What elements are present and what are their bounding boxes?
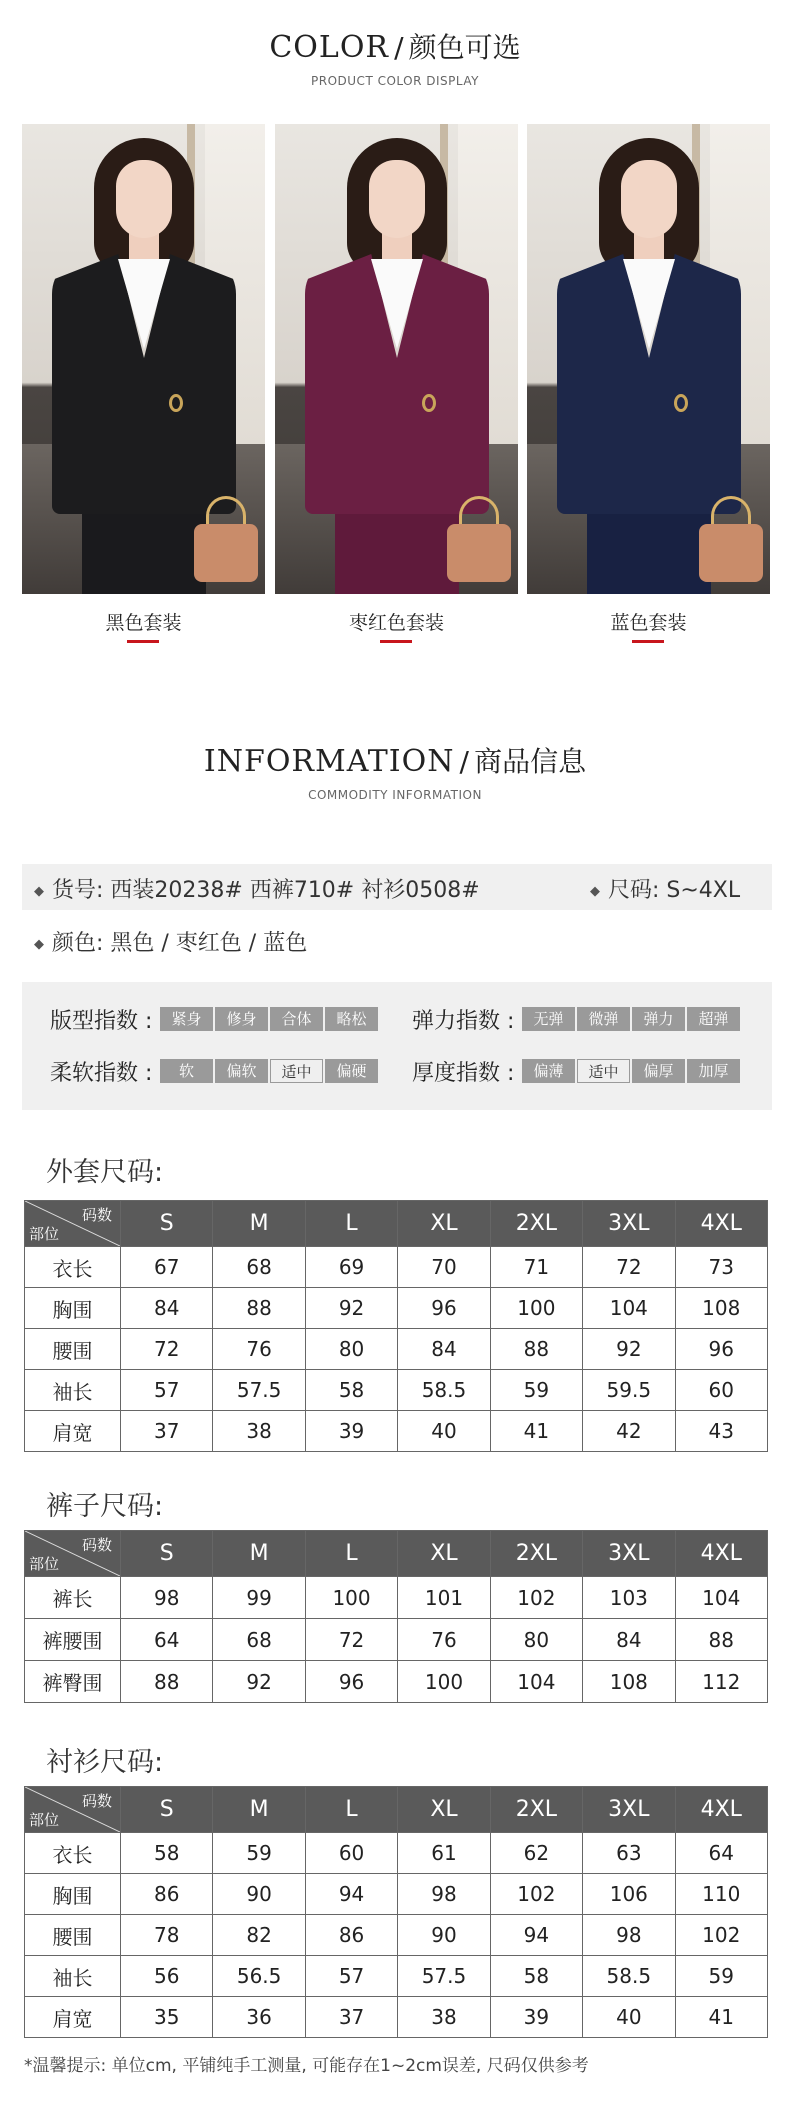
- table-cell: 112: [675, 1661, 767, 1703]
- table-cell: 90: [398, 1915, 490, 1956]
- size-header: 3XL: [583, 1201, 675, 1247]
- table-cell: 59.5: [583, 1370, 675, 1411]
- table-cell: 68: [213, 1247, 305, 1288]
- pants-size-title: 裤子尺码:: [46, 1491, 164, 1522]
- size-header: XL: [398, 1531, 490, 1577]
- color-section-title: [0, 26, 790, 88]
- table-cell: 108: [675, 1288, 767, 1329]
- table-cell: 84: [398, 1329, 490, 1370]
- table-corner: [25, 1531, 121, 1577]
- table-cell: 82: [213, 1915, 305, 1956]
- size-header: M: [213, 1201, 305, 1247]
- handbag: [447, 524, 511, 582]
- table-cell: 63: [583, 1833, 675, 1874]
- index-label-elastic: 弹力指数 :: [412, 1009, 515, 1034]
- table-cell: 92: [583, 1329, 675, 1370]
- table-cell: 60: [305, 1833, 397, 1874]
- index-chip: 修身: [215, 1007, 268, 1031]
- table-cell: 60: [675, 1370, 767, 1411]
- corner-size-label: 码数: [81, 1536, 112, 1554]
- item-number: 货号: 西装20238# 西裤710# 衬衫0508#: [52, 878, 480, 903]
- row-label: 胸围: [25, 1874, 121, 1915]
- index-label-soft: 柔软指数 :: [50, 1061, 153, 1086]
- color-title-cn: 颜色可选: [408, 31, 521, 64]
- index-chip: 微弹: [577, 1007, 630, 1031]
- row-label: 袖长: [25, 1370, 121, 1411]
- table-row: [25, 1288, 768, 1329]
- table-cell: 102: [490, 1577, 582, 1619]
- row-label: 衣长: [25, 1247, 121, 1288]
- table-cell: 80: [305, 1329, 397, 1370]
- table-cell: 84: [583, 1619, 675, 1661]
- row-label: 肩宽: [25, 1997, 121, 2038]
- table-cell: 43: [675, 1411, 767, 1452]
- table-cell: 58: [305, 1370, 397, 1411]
- trousers: [335, 504, 459, 594]
- size-header: L: [305, 1201, 397, 1247]
- table-cell: 86: [305, 1915, 397, 1956]
- size-header: 4XL: [675, 1531, 767, 1577]
- table-cell: 72: [305, 1619, 397, 1661]
- table-cell: 104: [583, 1288, 675, 1329]
- index-chip: 软: [160, 1059, 213, 1083]
- table-cell: 72: [121, 1329, 213, 1370]
- row-label: 肩宽: [25, 1411, 121, 1452]
- table-cell: 36: [213, 1997, 305, 2038]
- table-cell: 41: [490, 1411, 582, 1452]
- table-cell: 96: [305, 1661, 397, 1703]
- table-cell: 72: [583, 1247, 675, 1288]
- table-cell: 110: [675, 1874, 767, 1915]
- table-cell: 58.5: [398, 1370, 490, 1411]
- handbag: [194, 524, 258, 582]
- table-cell: 56: [121, 1956, 213, 1997]
- table-cell: 70: [398, 1247, 490, 1288]
- index-chip: 超弹: [687, 1007, 740, 1031]
- size-header: 3XL: [583, 1787, 675, 1833]
- table-row: [25, 1411, 768, 1452]
- label-underline: [380, 640, 412, 643]
- table-cell: 58: [490, 1956, 582, 1997]
- jacket-size-table: [24, 1200, 768, 1452]
- size-header: L: [305, 1787, 397, 1833]
- table-cell: 38: [213, 1411, 305, 1452]
- table-cell: 73: [675, 1247, 767, 1288]
- index-chip: 加厚: [687, 1059, 740, 1083]
- info-section-title: [0, 740, 790, 802]
- table-cell: 96: [675, 1329, 767, 1370]
- table-cell: 56.5: [213, 1956, 305, 1997]
- table-cell: 76: [398, 1619, 490, 1661]
- color-list: 颜色: 黑色 / 枣红色 / 蓝色: [52, 931, 308, 956]
- table-cell: 71: [490, 1247, 582, 1288]
- size-header: 3XL: [583, 1531, 675, 1577]
- index-chip: 合体: [270, 1007, 323, 1031]
- table-corner: [25, 1787, 121, 1833]
- row-label: 袖长: [25, 1956, 121, 1997]
- table-row: [25, 1997, 768, 2038]
- size-header: L: [305, 1531, 397, 1577]
- table-cell: 86: [121, 1874, 213, 1915]
- info-title-sep: /: [459, 745, 469, 778]
- table-cell: 88: [675, 1619, 767, 1661]
- table-cell: 67: [121, 1247, 213, 1288]
- table-cell: 35: [121, 1997, 213, 2038]
- corner-size-label: 码数: [81, 1792, 112, 1810]
- table-cell: 100: [305, 1577, 397, 1619]
- table-cell: 39: [305, 1411, 397, 1452]
- table-cell: 57.5: [398, 1956, 490, 1997]
- table-cell: 100: [398, 1661, 490, 1703]
- index-chip: 偏薄: [522, 1059, 575, 1083]
- handbag: [699, 524, 763, 582]
- table-cell: 90: [213, 1874, 305, 1915]
- table-cell: 64: [121, 1619, 213, 1661]
- table-corner: [25, 1201, 121, 1247]
- table-cell: 69: [305, 1247, 397, 1288]
- row-label: 腰围: [25, 1915, 121, 1956]
- info-subtitle: COMMODITY INFORMATION: [308, 788, 482, 802]
- table-cell: 98: [583, 1915, 675, 1956]
- gold-buckle: [422, 394, 436, 412]
- table-cell: 101: [398, 1577, 490, 1619]
- table-cell: 94: [305, 1874, 397, 1915]
- table-row: [25, 1619, 768, 1661]
- color-title-en: COLOR: [269, 30, 389, 65]
- table-cell: 92: [305, 1288, 397, 1329]
- index-chip: 适中: [270, 1059, 323, 1083]
- gold-buckle: [674, 394, 688, 412]
- table-cell: 38: [398, 1997, 490, 2038]
- table-cell: 78: [121, 1915, 213, 1956]
- size-header: XL: [398, 1787, 490, 1833]
- table-cell: 99: [213, 1577, 305, 1619]
- table-cell: 40: [398, 1411, 490, 1452]
- table-cell: 108: [583, 1661, 675, 1703]
- model-face: [369, 160, 425, 238]
- table-cell: 104: [675, 1577, 767, 1619]
- table-cell: 64: [675, 1833, 767, 1874]
- index-chip: 偏软: [215, 1059, 268, 1083]
- row-label: 胸围: [25, 1288, 121, 1329]
- color-subtitle: PRODUCT COLOR DISPLAY: [311, 74, 479, 88]
- table-cell: 76: [213, 1329, 305, 1370]
- size-range: 尺码: S~4XL: [608, 878, 741, 903]
- table-cell: 96: [398, 1288, 490, 1329]
- index-chip: 无弹: [522, 1007, 575, 1031]
- table-cell: 40: [583, 1997, 675, 2038]
- row-label: 裤腰围: [25, 1619, 121, 1661]
- row-label: 腰围: [25, 1329, 121, 1370]
- product-photo: [22, 124, 265, 594]
- table-cell: 58.5: [583, 1956, 675, 1997]
- corner-part-label: 部位: [29, 1555, 60, 1573]
- label-underline: [632, 640, 664, 643]
- corner-size-label: 码数: [81, 1206, 112, 1224]
- product-photo: [275, 124, 518, 594]
- measurement-tip: *温馨提示: 单位cm, 平铺纯手工测量, 可能存在1~2cm误差, 尺码仅供参考: [24, 2056, 589, 2076]
- item-number-line: [34, 873, 480, 904]
- table-cell: 104: [490, 1661, 582, 1703]
- table-cell: 102: [490, 1874, 582, 1915]
- table-cell: 59: [490, 1370, 582, 1411]
- table-cell: 57: [305, 1956, 397, 1997]
- corner-part-label: 部位: [29, 1811, 60, 1829]
- index-chip: 弹力: [632, 1007, 685, 1031]
- table-cell: 88: [213, 1288, 305, 1329]
- gold-buckle: [169, 394, 183, 412]
- size-header: 2XL: [490, 1201, 582, 1247]
- table-cell: 88: [490, 1329, 582, 1370]
- info-title-en: INFORMATION: [203, 744, 455, 779]
- table-row: [25, 1915, 768, 1956]
- product-color-label: 枣红色套装: [348, 612, 444, 634]
- trousers: [587, 504, 711, 594]
- color-title-sep: /: [394, 31, 404, 64]
- table-cell: 103: [583, 1577, 675, 1619]
- table-row: [25, 1577, 768, 1619]
- table-cell: 94: [490, 1915, 582, 1956]
- table-cell: 100: [490, 1288, 582, 1329]
- color-list-line: [34, 926, 307, 957]
- table-cell: 102: [675, 1915, 767, 1956]
- size-header: M: [213, 1531, 305, 1577]
- table-cell: 80: [490, 1619, 582, 1661]
- size-header: S: [121, 1531, 213, 1577]
- size-header: S: [121, 1787, 213, 1833]
- table-cell: 58: [121, 1833, 213, 1874]
- table-cell: 59: [675, 1956, 767, 1997]
- label-underline: [127, 640, 159, 643]
- model-face: [116, 160, 172, 238]
- index-chip: 适中: [577, 1059, 630, 1083]
- product-photo: [527, 124, 770, 594]
- product-color-label: 黑色套装: [105, 612, 182, 634]
- info-title-cn: 商品信息: [474, 745, 587, 778]
- index-chip: 偏厚: [632, 1059, 685, 1083]
- table-cell: 37: [305, 1997, 397, 2038]
- table-cell: 106: [583, 1874, 675, 1915]
- size-header: XL: [398, 1201, 490, 1247]
- table-cell: 41: [675, 1997, 767, 2038]
- product-color-label: 蓝色套装: [610, 612, 687, 634]
- diamond-icon: ◆: [590, 884, 600, 899]
- table-cell: 68: [213, 1619, 305, 1661]
- table-cell: 42: [583, 1411, 675, 1452]
- table-row: [25, 1956, 768, 1997]
- table-cell: 88: [121, 1661, 213, 1703]
- index-panel: [22, 982, 772, 1110]
- index-chip: 略松: [325, 1007, 378, 1031]
- shirt-size-table: [24, 1786, 768, 2038]
- table-cell: 92: [213, 1661, 305, 1703]
- table-cell: 84: [121, 1288, 213, 1329]
- table-row: [25, 1874, 768, 1915]
- row-label: 裤臀围: [25, 1661, 121, 1703]
- diamond-icon: ◆: [34, 937, 44, 952]
- shirt-size-title: 衬衫尺码:: [46, 1747, 164, 1778]
- size-header: S: [121, 1201, 213, 1247]
- row-label: 衣长: [25, 1833, 121, 1874]
- table-row: [25, 1370, 768, 1411]
- table-cell: 39: [490, 1997, 582, 2038]
- table-cell: 62: [490, 1833, 582, 1874]
- index-label-fit: 版型指数 :: [50, 1009, 153, 1034]
- size-header: 4XL: [675, 1201, 767, 1247]
- table-cell: 57.5: [213, 1370, 305, 1411]
- index-chip: 偏硬: [325, 1059, 378, 1083]
- size-range-line: [590, 873, 740, 904]
- table-row: [25, 1661, 768, 1703]
- table-cell: 98: [121, 1577, 213, 1619]
- trousers: [82, 504, 206, 594]
- corner-part-label: 部位: [29, 1225, 60, 1243]
- size-header: M: [213, 1787, 305, 1833]
- index-chip: 紧身: [160, 1007, 213, 1031]
- table-row: [25, 1833, 768, 1874]
- table-cell: 59: [213, 1833, 305, 1874]
- row-label: 裤长: [25, 1577, 121, 1619]
- table-cell: 57: [121, 1370, 213, 1411]
- index-label-thick: 厚度指数 :: [412, 1061, 515, 1086]
- model-face: [621, 160, 677, 238]
- diamond-icon: ◆: [34, 884, 44, 899]
- table-cell: 37: [121, 1411, 213, 1452]
- size-header: 4XL: [675, 1787, 767, 1833]
- table-cell: 98: [398, 1874, 490, 1915]
- table-row: [25, 1247, 768, 1288]
- table-row: [25, 1329, 768, 1370]
- pants-size-table: [24, 1530, 768, 1703]
- table-cell: 61: [398, 1833, 490, 1874]
- size-header: 2XL: [490, 1531, 582, 1577]
- jacket-size-title: 外套尺码:: [46, 1157, 164, 1188]
- size-header: 2XL: [490, 1787, 582, 1833]
